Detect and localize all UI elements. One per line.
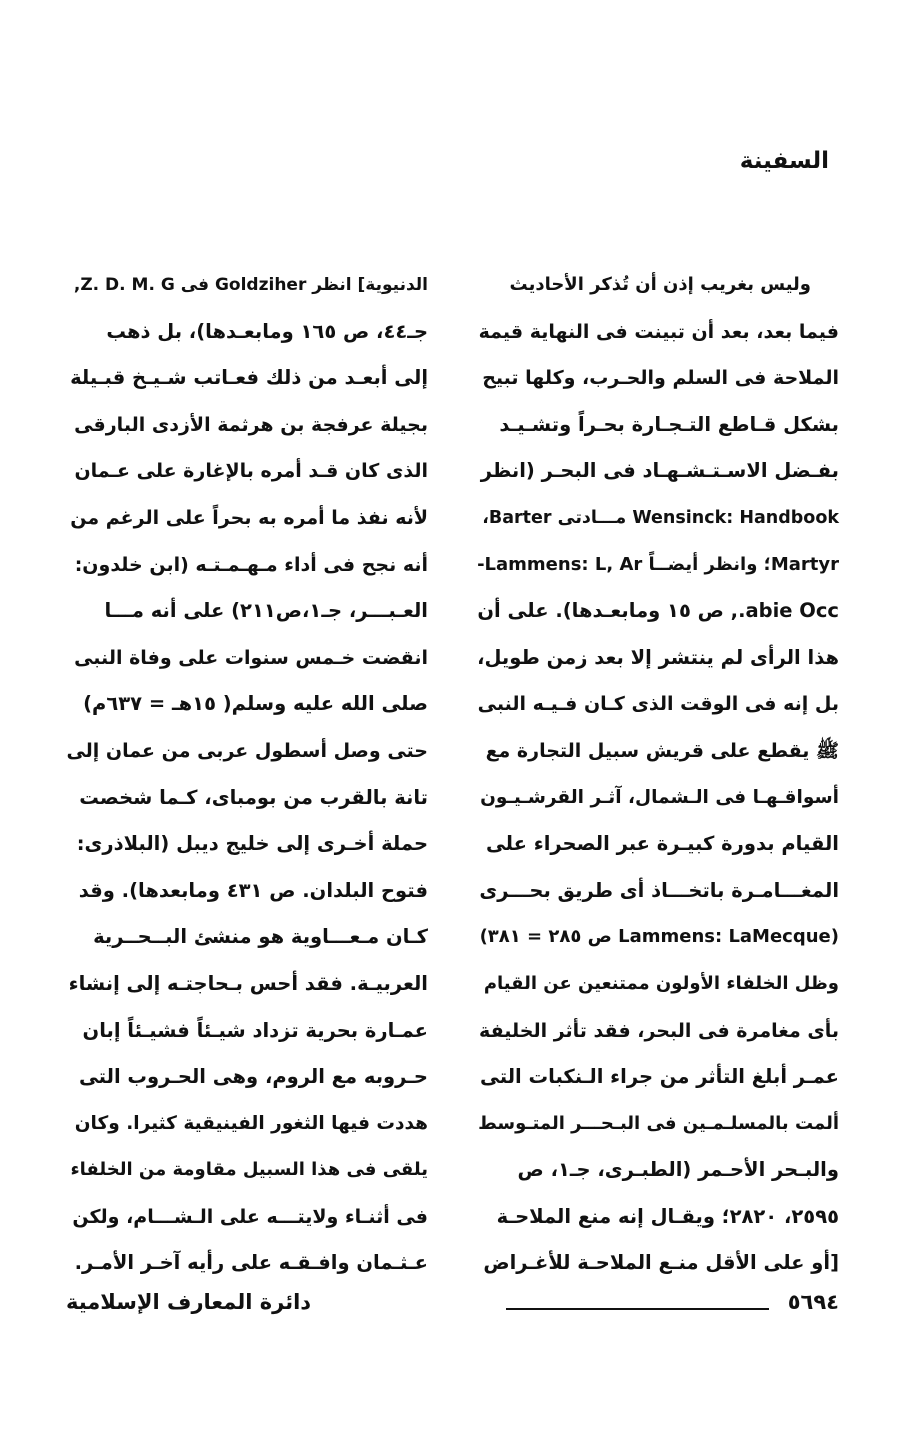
text-line: العربيـة. فقد أحس بـحاجتـه إلى إنشاء	[68, 971, 428, 995]
text-line: (Lammens: LaMecque ص ٢٨٥ = ٣٨١)	[479, 926, 839, 948]
text-line: فيما بعد، بعد أن تبينت فى النهاية قيمة	[478, 320, 839, 343]
text-line: الملاحة فى السلم والحـرب، وكلها تبيح	[482, 367, 839, 390]
text-line: Martyr؛ وانظر أيضــاً Lammens: L, Ar-	[477, 553, 839, 575]
text-line: عمـر أبلغ التأثر من جراء الـنكبات التى	[480, 1065, 839, 1089]
text-line: إلى أبعـد من ذلك فعـاتب شـيـخ قبـيلة	[70, 366, 428, 390]
text-line: ألمت بالمسلـمـين فى البـحـــر المتـوسط	[478, 1112, 839, 1134]
text-line: [أو على الأقل منـع الملاحـة للأغـراض	[483, 1251, 839, 1275]
text-line: يلقى فى هذا السبيل مقاومة من الخلفاء	[70, 1159, 428, 1181]
text-line: وليس بغريب إذن أن تُذكر الأحاديث	[509, 274, 811, 295]
text-line: بجيلة عرفجة بن هرثمة الأزدى البارقى	[74, 413, 428, 436]
text-line: هددت فيها الثغور الفينيقية كثيرا. وكان	[74, 1112, 428, 1134]
page-header: السفينة	[739, 148, 829, 174]
text-line: أسواقـهـا فى الـشمال، آثـر القرشـيـون	[480, 786, 839, 808]
text-line: بل إنه فى الوقت الذى كـان فـيـه النبى	[477, 693, 839, 716]
encyclopedia-title: دائرة المعارف الإسلامية	[66, 1290, 312, 1314]
text-line: Wensinck: Handbook مـــادتى Barter،	[482, 507, 839, 528]
text-line: أنه نجح فى أداء مـهـمـتـه (ابن خلدون:	[74, 553, 428, 576]
text-line: حـروبه مع الروم، وهى الحـروب التى	[78, 1065, 428, 1089]
text-line: العـبـــر، جـ١،ص٢١١) على أنه مـــا	[104, 599, 428, 623]
text-line: انقضت خـمس سنوات على وفاة النبى	[74, 646, 428, 669]
text-line: صلى الله عليه وسلم( ١٥هـ = ٦٣٧م)	[83, 692, 428, 716]
text-line: حملة أخـرى إلى خليج ديبل (البلاذرى:	[76, 832, 428, 856]
text-line: جـ٤٤، ص ١٦٥ ومابعـدها)، بل ذهب	[106, 319, 428, 343]
page-footer	[66, 1290, 839, 1324]
text-line: القيام بدورة كبيـرة عبر الصحراء على	[485, 832, 839, 856]
text-line: فى أثنـاء ولايتـــه على الـشـــام، ولكن	[72, 1205, 428, 1228]
text-line: حتى وصل أسطول عربى من عمان إلى	[66, 739, 428, 762]
text-line: الدنيوية] انظر Goldziher فى Z. D. M. G,	[73, 275, 428, 295]
text-line: ٢٥٩٥، ٢٨٢٠؛ ويقـال إنه منع الملاحـة	[496, 1204, 839, 1228]
text-line: ﷺ يقطع على قريش سبيل التجارة مع	[485, 739, 839, 762]
text-line: تانة بالقرب من بومباى، كـما شخصت	[79, 785, 428, 809]
text-line: عـثـمان وافـقـه على رأيه آخـر الأمـر.	[74, 1251, 428, 1275]
text-line: المغـــامـرة باتخـــاذ أى طريق بحـــرى	[479, 878, 839, 902]
text-line: لأنه نفذ ما أمره به بحراً على الرغم من	[70, 506, 428, 529]
text-line: عمـارة بحرية تزداد شيـئاً فشيـئاً إبان	[82, 1018, 428, 1042]
text-line: بفـضل الاسـتـشـهـاد فى البحـر (انظر	[480, 459, 839, 483]
text-line: فتوح البلدان. ص ٤٣١ ومابعدها). وقد	[78, 878, 428, 902]
text-line: الذى كان قـد أمره بالإغارة على عـمان	[74, 460, 428, 483]
text-line: abie Occ., ص ١٥ ومابعـدها). على أن	[477, 599, 839, 623]
right-column	[477, 262, 839, 1287]
text-line: بأى مغامرة فى البحر، فقد تأثر الخليفة	[479, 1019, 839, 1042]
text-line: هذا الرأى لم ينتشر إلا بعد زمن طويل،	[477, 645, 839, 669]
text-line: بشكل قـاطع التـجـارة بحـراً وتشـيـد	[499, 412, 839, 436]
left-column	[66, 262, 428, 1287]
text-line: وظل الخلفاء الأولون ممتنعين عن القيام	[483, 972, 839, 994]
text-line: كـان مـعـــاوية هو منشئ البــحــرية	[93, 925, 428, 949]
footer-divider	[506, 1308, 769, 1310]
page-number: ٥٦٩٤	[787, 1290, 839, 1314]
text-line: والبـحر الأحـمر (الطبـرى، جـ١، ص	[517, 1158, 839, 1182]
